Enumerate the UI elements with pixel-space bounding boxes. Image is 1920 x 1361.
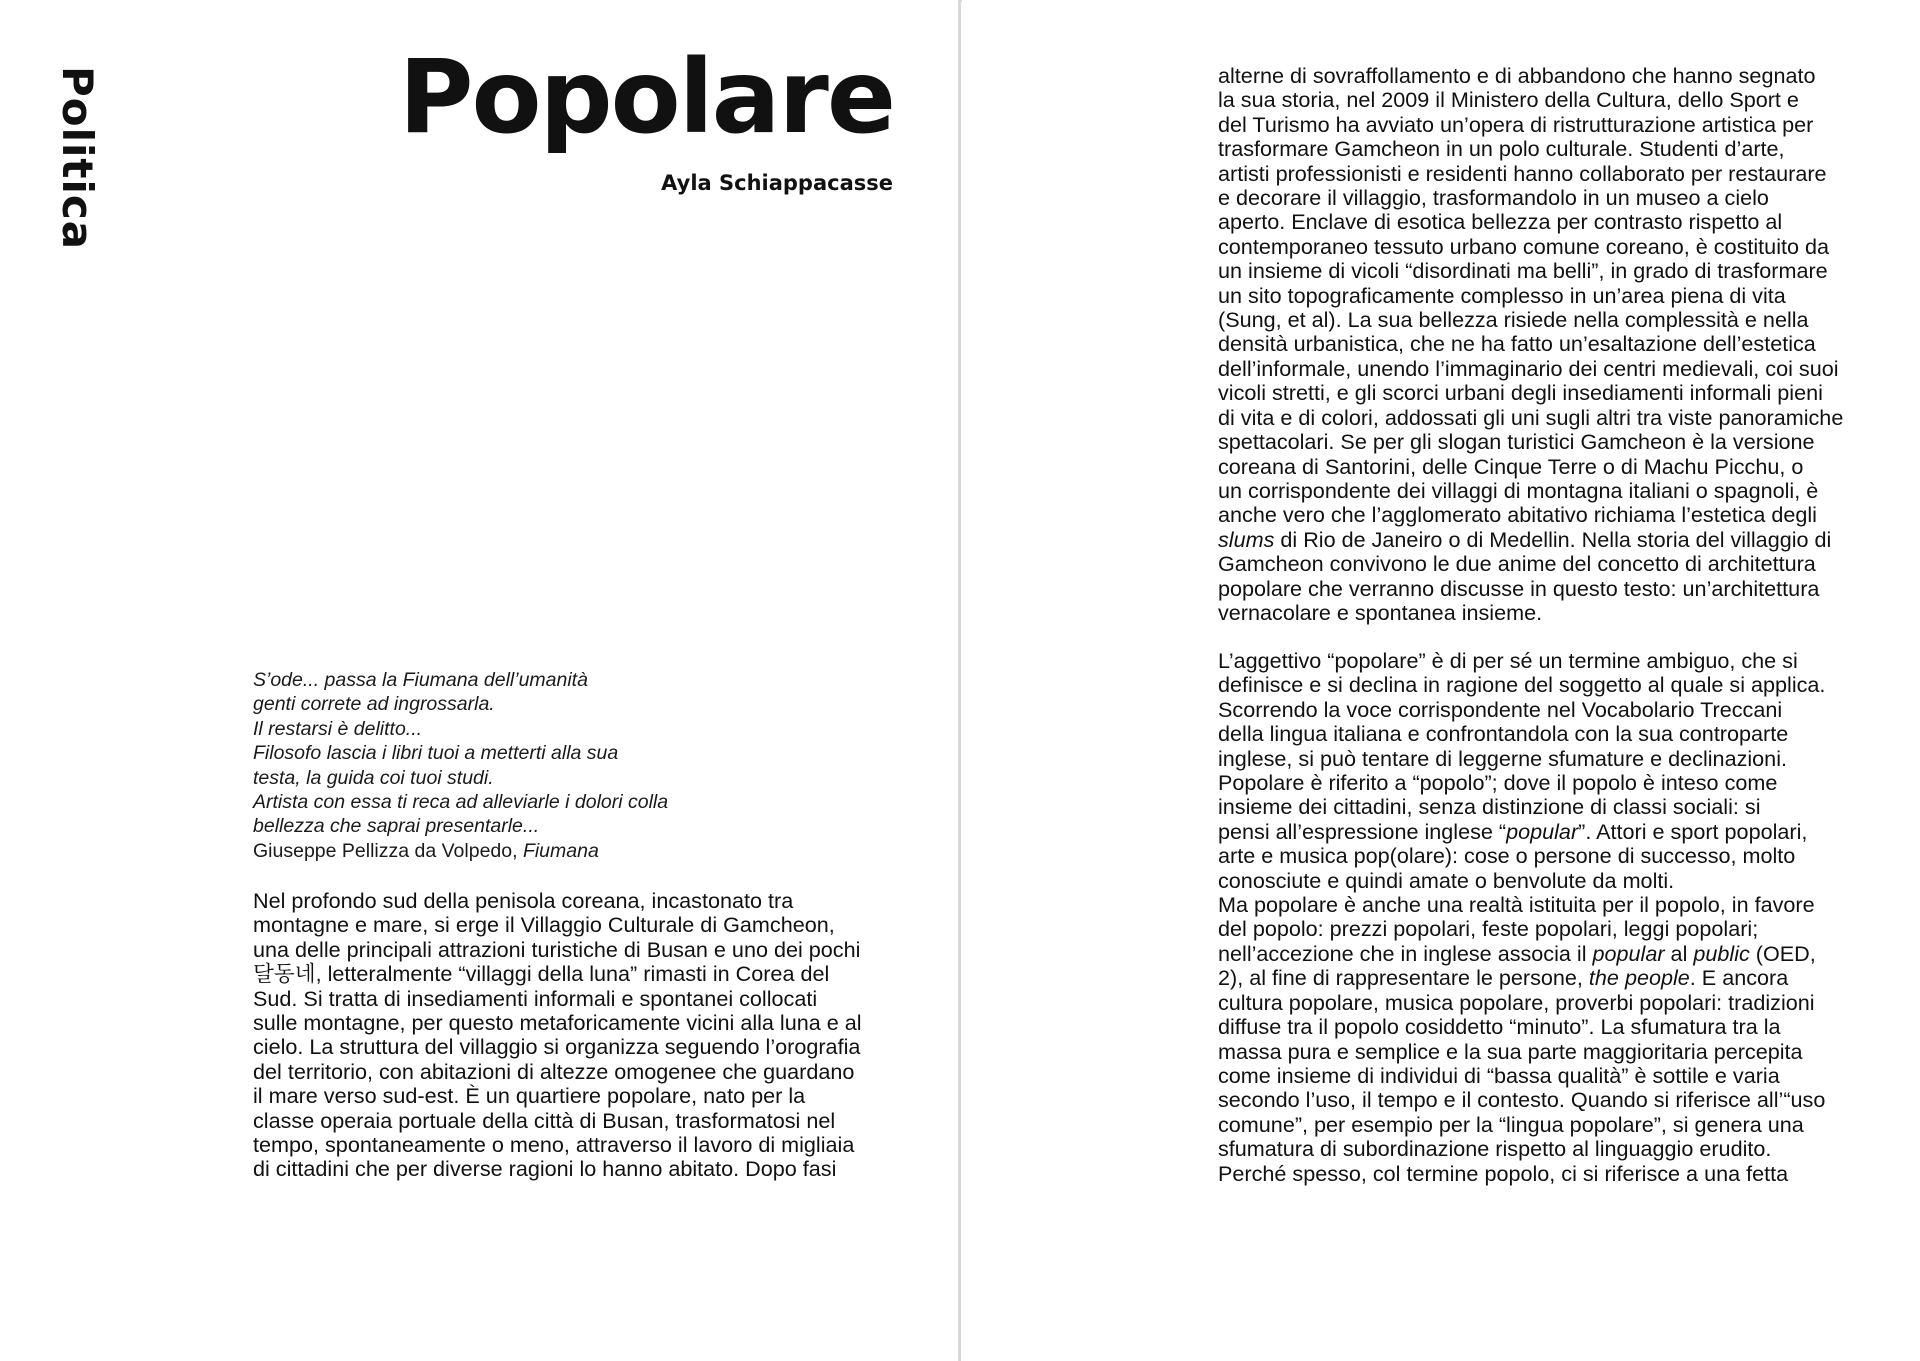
epigraph-line: Il restarsi è delitto...	[253, 717, 423, 740]
page-gutter	[958, 0, 961, 1361]
text-run-italic: popular	[1592, 940, 1665, 966]
article-author: Ayla Schiappacasse	[661, 171, 893, 195]
right-body-paragraph-2	[1218, 649, 1878, 1186]
text-run-italic: public	[1693, 940, 1750, 966]
text-run: di Rio de Janeiro o di Medellin. Nella storia del villaggio di Gamcheon convivono le due anime del concetto di architettura popolare che verranno discusse in questo testo: un’architettura vernacolare e spontanea insieme.	[1218, 526, 1832, 625]
text-run-italic: popular	[1506, 818, 1579, 844]
epigraph-line: Artista con essa ti reca ad alleviarle i dolori colla	[253, 791, 669, 814]
section-label: Politica	[53, 66, 102, 251]
article-title: Popolare	[398, 38, 894, 157]
left-body-paragraph: Nel profondo sud della penisola coreana, incastonato tra montagne e mare, si erge il Villaggio Culturale di Gamcheon, una delle principali attrazioni turistiche di Busan e uno dei pochi 달동네, letteralmente “villaggi della luna” rimasti in Corea del Sud. Si tratta di insediamenti informali e spontanei collocati sulle montagne, per questo metaforicamente vicini alla luna e al cielo. La struttura del villaggio si organizza seguendo l’orografia del territorio, con abitazioni di altezze omogenee che guardano il mare verso sud-est. È un quartiere popolare, nato per la classe operaia portuale della città di Busan, trasformatosi nel tempo, spontaneamente o meno, attraverso il lavoro di migliaia di cittadini che per diverse ragioni lo hanno abitato. Dopo fasi	[253, 888, 862, 1182]
text-run: alterne di sovraffollamento e di abbandono che hanno segnato la sua storia, nel 2009 il Ministero della Cultura, dello Sport e del Turismo ha avviato un’opera di ristrutturazione artistica per trasformare Gamcheon in un polo culturale. Studenti d’arte, artisti professionisti e residenti hanno collaborato per restaurare e decorare il villaggio, trasformandolo in un museo a cielo aperto. Enclave di esotica bellezza per contrasto rispetto al contemporaneo tessuto urbano comune coreano, è costituito da un insieme di vicoli “disordinati ma belli”, in grado di trasformare un sito topograficamente complesso in un’area piena di vita (Sung, et al). La sua bellezza risiede nella complessità e nella densità urbanistica, che ne ha fatto un’esaltazione dell’estetica dell’informale, unendo l’immaginario dei centri medievali, coi suoi vicoli stretti, e gli scorci urbani degli insediamenti informali pieni di vita e di colori, addossati gli uni sugli altri tra viste panoramiche spettacolari. Se per gli slogan turistici Gamcheon è la versione coreana di Santorini, delle Cinque Terre o di Machu Picchu, o un corrispondente dei villaggi di montagna italiani o spagnoli, è anche vero che l’agglomerato abitativo richiama l’estetica degli	[1218, 63, 1844, 528]
epigraph-attribution	[253, 839, 903, 863]
text-run-italic: the people	[1588, 965, 1690, 991]
text-run: (OED, 2), al fine di rappresentare le persone,	[1218, 940, 1816, 991]
left-page	[0, 0, 958, 1361]
epigraph-line: genti correte ad ingrossarla.	[253, 693, 495, 716]
epigraph-line: testa, la guida coi tuoi studi.	[253, 766, 494, 789]
text-run-italic: slums	[1218, 526, 1275, 552]
text-run: ”. Attori e sport popolari, arte e musica pop(olare): cose o persone di successo, molto conosciute e quindi amate o benvolute da molti. Ma popolare è anche una realtà istituita per il popolo, in favore del popolo: prezzi popolari, feste popolari, leggi popolari; nell’accezione che in inglese associa il	[1218, 818, 1815, 966]
epigraph-line: Filosofo lascia i libri tuoi a metterti alla sua	[253, 742, 619, 765]
epigraph-line: S’ode... passa la Fiumana dell’umanità	[253, 669, 588, 691]
epigraph-attribution-author: Giuseppe Pellizza da Volpedo,	[253, 839, 523, 862]
epigraph	[253, 668, 903, 863]
text-run: L’aggettivo “popolare” è di per sé un termine ambiguo, che si definisce e si declina in ragione del soggetto al quale si applica. Scorrendo la voce corrispondente nel Vocabolario Treccani della lingua italiana e confrontandola con la sua controparte inglese, si può tentare di leggerne sfumature e declinazioni. Popolare è riferito a “popolo”; dove il popolo è inteso come insieme dei cittadini, senza distinzione di classi sociali: si pensi all’espressione inglese “	[1218, 648, 1826, 844]
text-run: al	[1664, 940, 1694, 966]
epigraph-line: bellezza che saprai presentarle...	[253, 815, 540, 838]
epigraph-attribution-work: Fiumana	[522, 839, 599, 862]
text-run: . E ancora cultura popolare, musica popolare, proverbi popolari: tradizioni diffuse tra il popolo cosiddetto “minuto”. La sfumatura tra la massa pura e semplice e la sua parte maggioritaria percepita come insieme di individui di “bassa qualità” è sottile e varia secondo l’uso, il tempo e il contesto. Quando si riferisce all’“uso comune”, per esempio per la “lingua popolare”, si genera una sfumatura di subordinazione rispetto al linguaggio erudito. Perché spesso, col termine popolo, ci si riferisce a una fetta	[1218, 965, 1826, 1186]
right-body-paragraph-1	[1218, 64, 1878, 625]
